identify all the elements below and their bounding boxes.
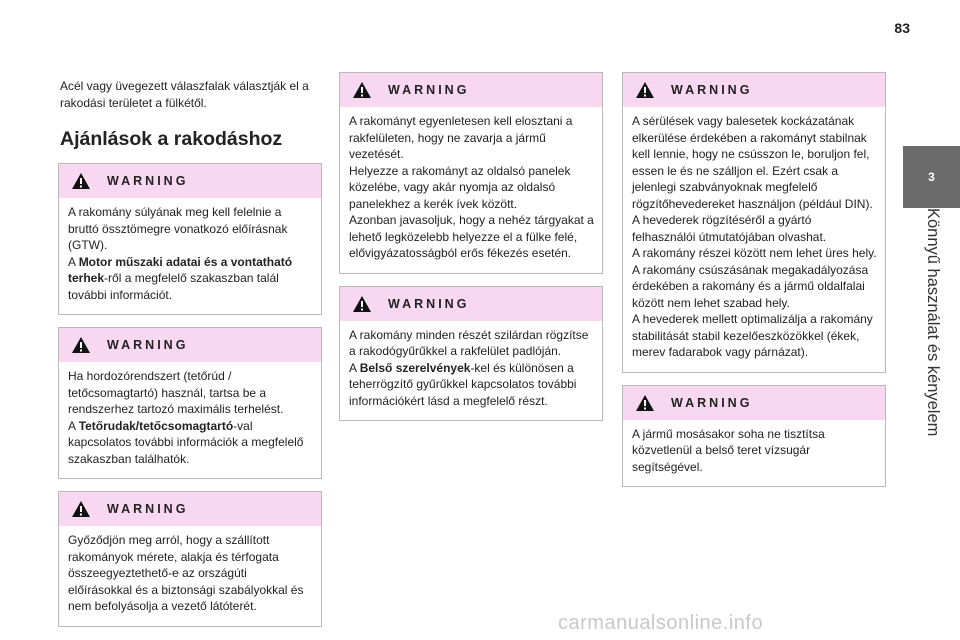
warning-box: [339, 72, 603, 274]
warning-label: WARNING: [388, 83, 470, 97]
text-run: A: [68, 418, 79, 433]
warning-triangle-icon: [71, 336, 91, 354]
warning-text: A jármű mosásakor soha ne tisztítsa közvetlenül a belső teret vízsugár segítségével.: [632, 426, 825, 474]
warning-box: [58, 163, 322, 315]
warning-box: [58, 327, 322, 479]
warning-text: A hevederek mellett optimalizálja a rakomány stabilitását stabil kezelőeszközökkel (ékek, merev fadarabok vagy párnázat).: [632, 312, 873, 359]
warning-text: A rakomány csúszásának megakadályozása érdekében a rakomány és a jármű oldalfalai között nem lehet szabad hely.: [632, 262, 869, 310]
warning-box: [622, 72, 886, 373]
warning-triangle-icon: [635, 81, 655, 99]
warning-box: [58, 491, 322, 627]
warning-text: Azonban javasoljuk, hogy a nehéz tárgyakat a lehető legközelebb helyezze el a fülke felé, elővigyázatosságból erős fékezés esetén.: [349, 213, 594, 260]
warning-text: [349, 360, 594, 410]
column-2: [339, 72, 603, 433]
warning-label: WARNING: [107, 174, 189, 188]
warning-text: A rakományt egyenletesen kell elosztani a rakfelületen, hogy ne zavarja a jármű vezetését.: [349, 114, 573, 161]
warning-text: Ha hordozórendszert (tetőrúd / tetőcsomagtartó) használ, tartsa be a rendszerhez tartozó maximális terhelést.: [68, 369, 284, 416]
warning-text: A sérülések vagy balesetek kockázatának elkerülése érdekében a rakományt stabilnak kell lennie, hogy ne csússzon le, boruljon fel, essen le és ne szálljon el. Ezért csak a jelenlegi szabványoknak megfelelő rögzítőhevedereket használjon (például DIN).: [632, 114, 873, 211]
column-3: [622, 72, 886, 499]
warning-text: A hevederek rögzítéséről a gyártó felhasználói útmutatójában olvashat.: [632, 213, 827, 244]
chapter-tab[interactable]: 3: [903, 146, 960, 208]
warning-label: WARNING: [671, 395, 753, 410]
warning-body: [59, 526, 321, 626]
intro-paragraph: Acél vagy üvegezett válaszfalak választják el a rakodási területet a fülkétől.: [60, 79, 309, 110]
column-1: [58, 78, 322, 639]
text-run: -ről a megfelelő szakaszban talál további információt.: [68, 271, 279, 302]
warning-box: [339, 286, 603, 422]
warning-box: [622, 385, 886, 488]
watermark: carmanualsonline.info: [558, 612, 764, 634]
warning-header: [59, 328, 321, 362]
bold-reference: Tetőrudak/tetőcsomagtartó: [78, 418, 234, 433]
warning-text: [68, 254, 313, 304]
warning-body: [623, 420, 885, 487]
warning-triangle-icon: [635, 394, 655, 412]
warning-header: [623, 73, 885, 107]
warning-triangle-icon: [352, 295, 372, 313]
warning-label: WARNING: [671, 83, 753, 97]
warning-text: A rakomány részei között nem lehet üres hely.: [632, 246, 877, 260]
warning-text: Helyezze a rakományt az oldalsó panelek közelébe, vagy akár nyomja az oldalsó panelekhez a kerék ívek között.: [349, 163, 571, 211]
text-run: -kel és különösen a teherrögzítő gyűrűkkel kapcsolatos további információkért lásd a megfelelő részt.: [349, 360, 577, 408]
warning-header: [340, 287, 602, 321]
warning-text: Győződjön meg arról, hogy a szállított rakományok mérete, alakja és térfogata összeegyeztethető-e az országúti előírásokkal és a biztonsági szabályokkal és nem befolyásolja a vezető látóterét.: [68, 533, 304, 613]
warning-label: WARNING: [388, 296, 470, 311]
warning-header: [623, 386, 885, 420]
warning-label: WARNING: [107, 502, 189, 516]
bold-reference: Belső szerelvények: [359, 360, 471, 375]
warning-triangle-icon: [71, 500, 91, 518]
warning-header: [59, 164, 321, 198]
warning-label: WARNING: [107, 338, 189, 352]
chapter-title-wrap: [903, 208, 960, 468]
warning-body: [59, 362, 321, 478]
warning-body: [623, 107, 885, 372]
warning-header: [59, 492, 321, 526]
text-run: A: [349, 360, 360, 375]
warning-body: [59, 198, 321, 314]
warning-header: [340, 73, 602, 107]
warning-text: [68, 418, 313, 468]
warning-body: [340, 321, 602, 421]
text-run: A: [68, 254, 79, 269]
page-number: 83: [894, 20, 910, 36]
chapter-title: Könnyű használat és kényelem: [923, 208, 942, 437]
warning-triangle-icon: [352, 81, 372, 99]
bold-reference: Motor műszaki adatai és a vontatható terhek: [68, 254, 293, 285]
section-title: Ajánlások a rakodáshoz: [60, 128, 283, 150]
warning-triangle-icon: [71, 172, 91, 190]
warning-text: A rakomány minden részét szilárdan rögzítse a rakodógyűrűkkel a rakfelület padlóján.: [349, 327, 589, 358]
warning-text: A rakomány súlyának meg kell felelnie a bruttó össztömegre vonatkozó előírásnak (GTW).: [68, 205, 288, 252]
text-run: -val kapcsolatos további információk a megfelelő szakaszban találhatók.: [68, 418, 304, 466]
warning-body: [340, 107, 602, 273]
